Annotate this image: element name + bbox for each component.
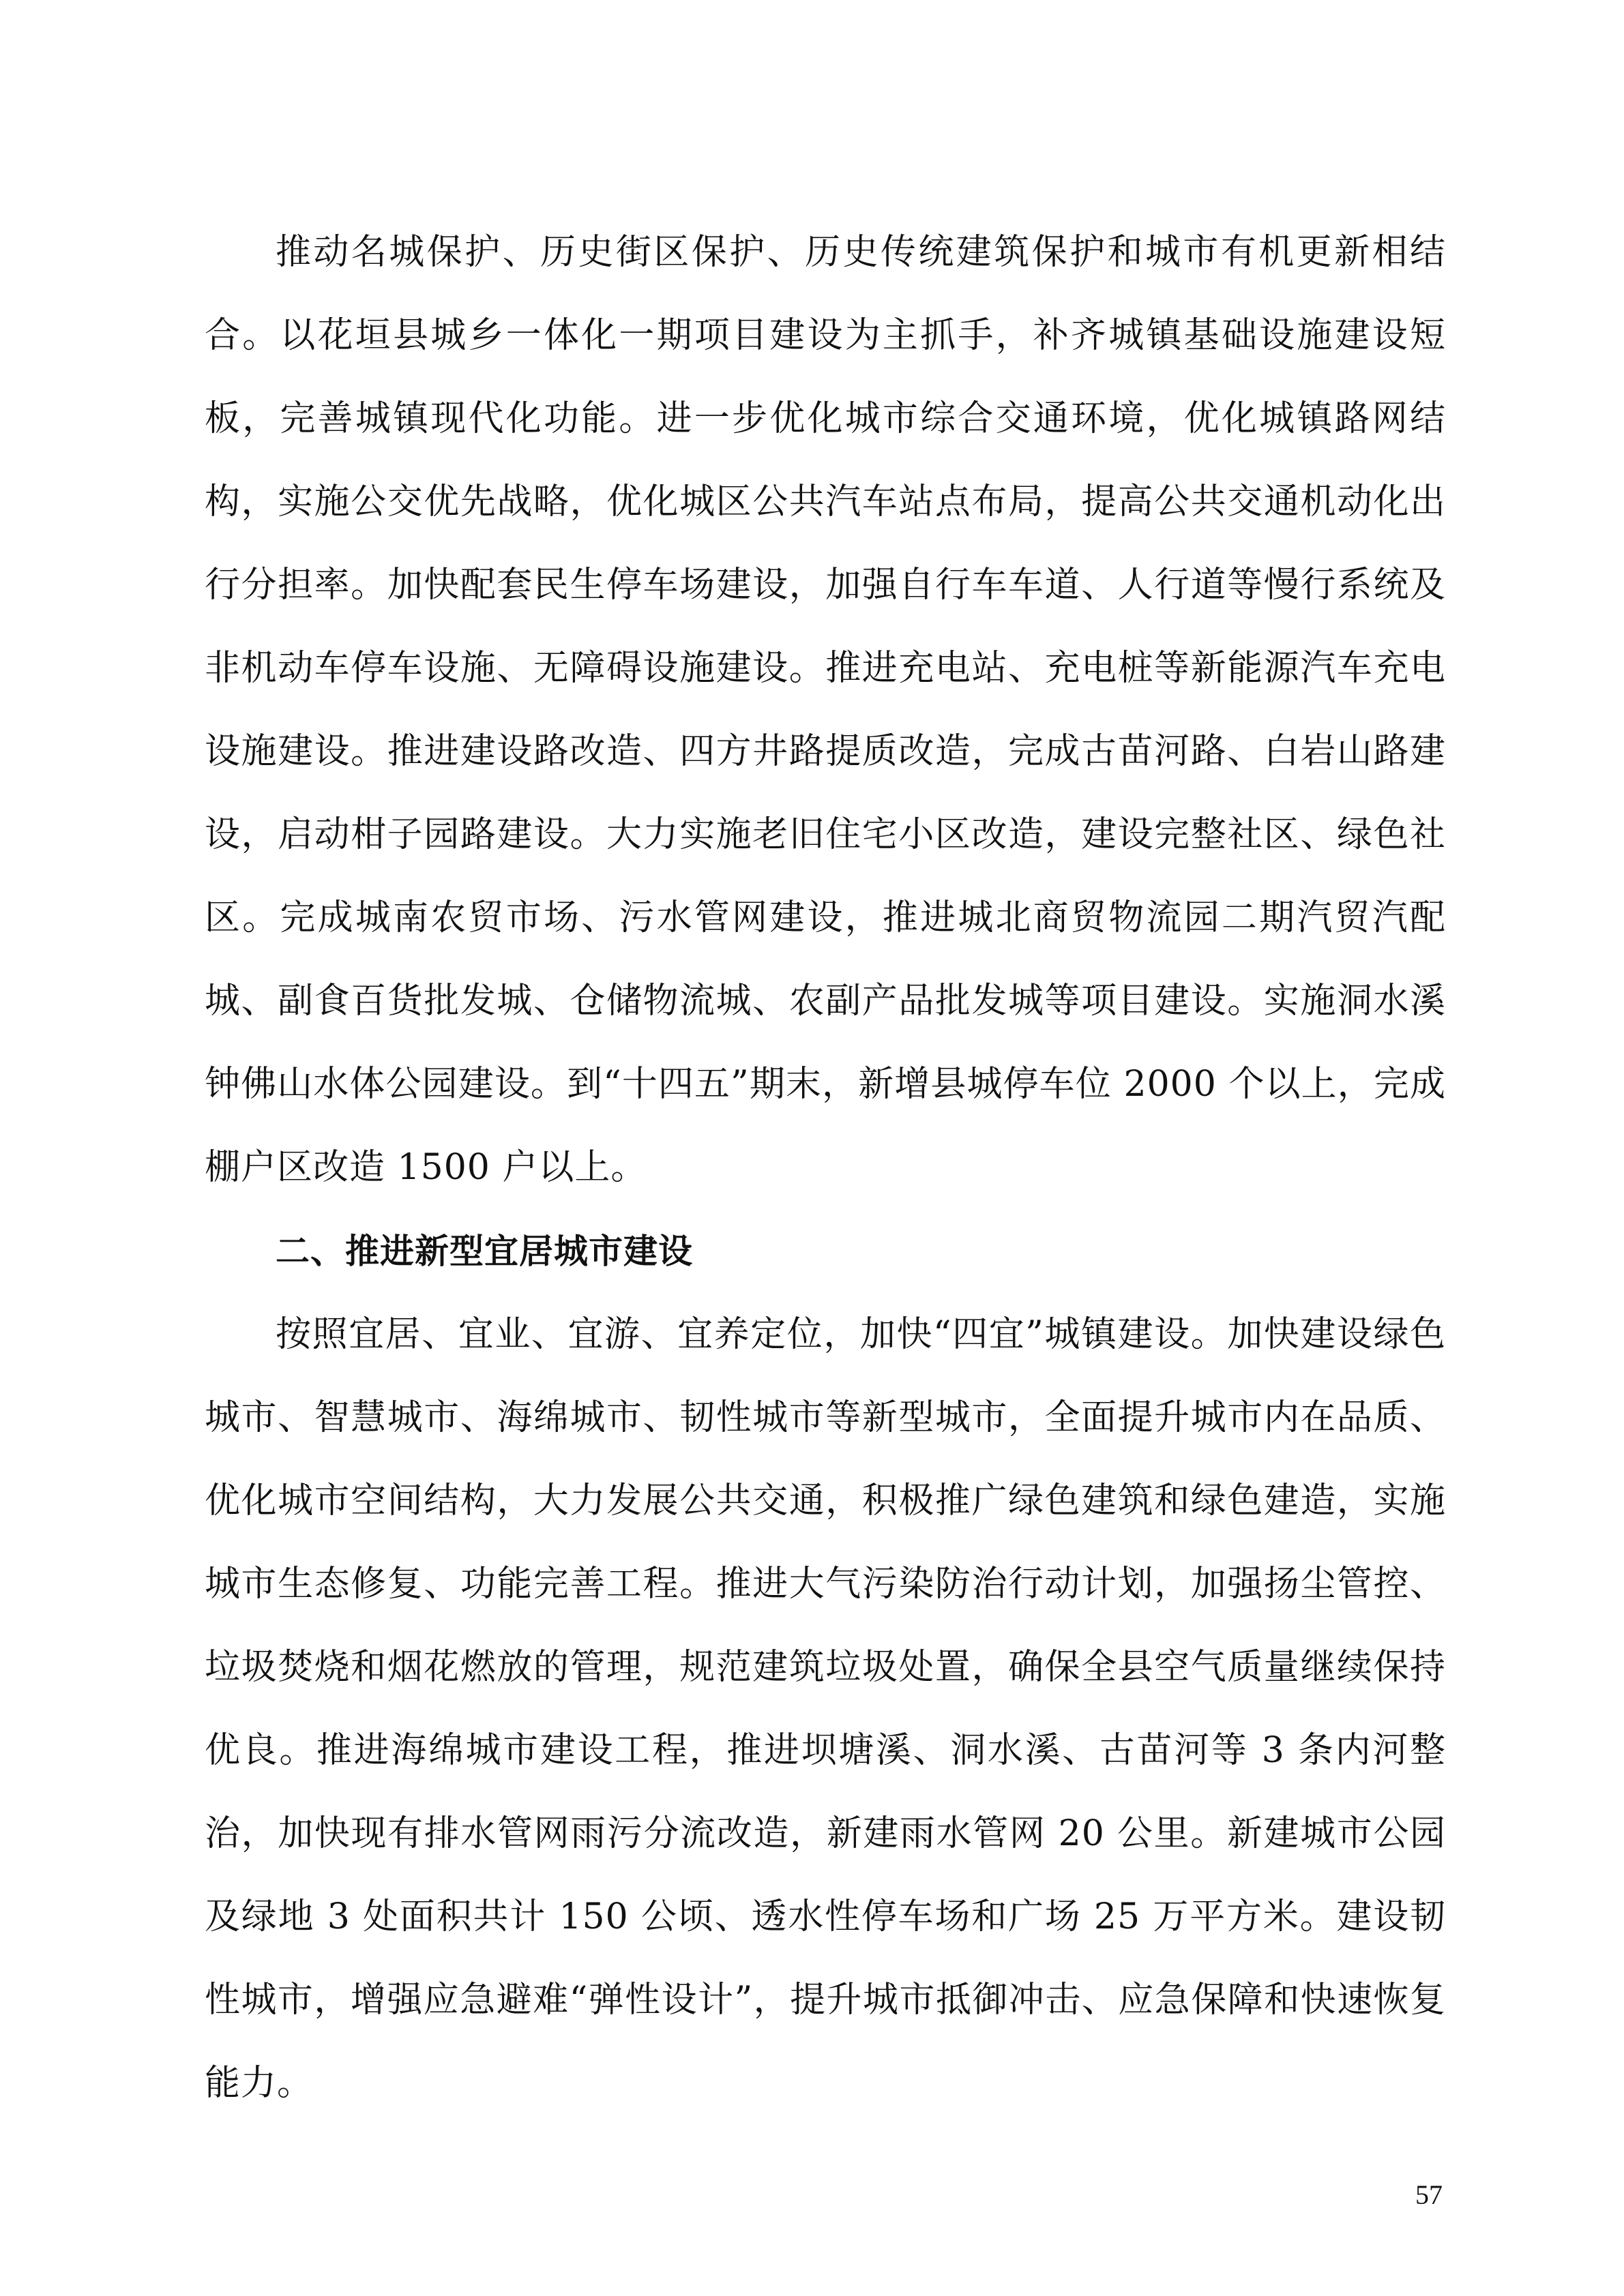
page-number: 57 [1415,2179,1443,2210]
body-paragraph-2: 按照宜居、宜业、宜游、宜养定位，加快“四宜”城镇建设。加快建设绿色城市、智慧城市、海绵城市、韧性城市等新型城市，全面提升城市内在品质、优化城市空间结构，大力发展公共交通，积极推广绿色建筑和绿色建造，实施城市生态修复、功能完善工程。推进大气污染防治行动计划，加强扬尘管控、垃圾焚烧和烟花燃放的管理，规范建筑垃圾处置，确保全县空气质量继续保持优良。推进海绵城市建设工程，推进坝塘溪、洞水溪、古苗河等 3 条内河整治，加快现有排水管网雨污分流改造，新建雨水管网 20 公里。新建城市公园及绿地 3 处面积共计 150 公顷、透水性停车场和广场 25 万平方米。建设韧性城市，增强应急避难“弹性设计”，提升城市抵御冲击、应急保障和快速恢复能力。 [205,1314,1446,2104]
section-heading: 二、推进新型宜居城市建设 [276,1232,693,1271]
body-paragraph-1: 推动名城保护、历史街区保护、历史传统建筑保护和城市有机更新相结合。以花垣县城乡一体化一期项目建设为主抓手，补齐城镇基础设施建设短板，完善城镇现代化功能。进一步优化城市综合交通环境，优化城镇路网结构，实施公交优先战略，优化城区公共汽车站点布局，提高公共交通机动化出行分担率。加快配套民生停车场建设，加强自行车车道、人行道等慢行系统及非机动车停车设施、无障碍设施建设。推进充电站、充电桩等新能源汽车充电设施建设。推进建设路改造、四方井路提质改造，完成古苗河路、白岩山路建设，启动柑子园路建设。大力实施老旧住宅小区改造，建设完整社区、绿色社区。完成城南农贸市场、污水管网建设，推进城北商贸物流园二期汽贸汽配城、副食百货批发城、仓储物流城、农副产品批发城等项目建设。实施洞水溪钟佛山水体公园建设。到“十四五”期末，新增县城停车位 2000 个以上，完成棚户区改造 1500 户以上。 [205,232,1446,1188]
